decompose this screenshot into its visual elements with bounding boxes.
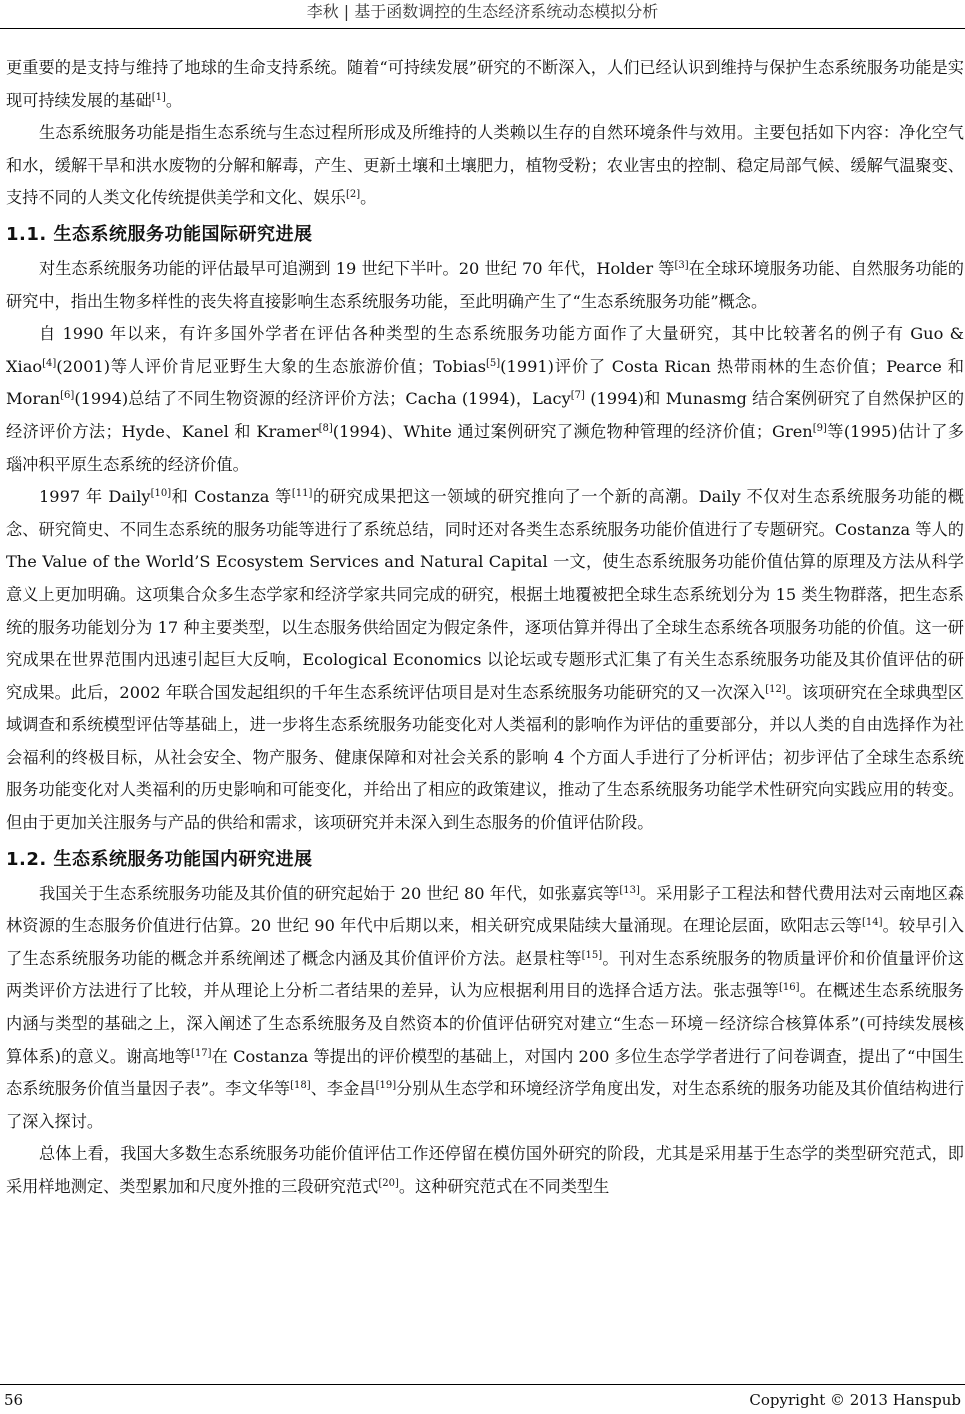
header-rule <box>0 28 965 29</box>
citation-ref: [18] <box>290 1080 311 1092</box>
paragraph: 总体上看，我国大多数生态系统服务功能价值评估工作还停留在模仿国外研究的阶段，尤其是采用基于生态学的类型研究范式，即采用样地测定、类型累加和尺度外推的三段研究范式[20]。这种研究范式在不同类型生 <box>6 1144 964 1196</box>
citation-ref: [15] <box>581 949 603 961</box>
paragraph: 对生态系统服务功能的评估最早可追溯到 19 世纪下半叶。20 世纪 70 年代，Holder 等[3]在全球环境服务功能、自然服务功能的研究中，指出生物多样性的丧失将直接影响生态系统服务功能，至此明确产生了“生态系统服务功能”概念。 <box>6 258 964 311</box>
citation-ref: [1] <box>151 91 166 103</box>
citation-ref: [12] <box>765 683 786 695</box>
paragraph: 我国关于生态系统服务功能及其价值的研究起始于 20 世纪 80 年代，如张嘉宾等[13]。采用影子工程法和替代费用法对云南地区森林资源的生态服务价值进行估算。20 世纪 90 年代中后期以来，相关研究成果陆续大量涌现。在理论层面，欧阳志云等[14]。较早引入了生态系统服务功能的概念并系统阐述了概念内涵及其价值评价方法。赵景柱等[15]。刊对生态系统服务的物质量评价和价值量评价这两类评价方法进行了比较，并从理论上分析二者结果的差异，认为应根据利用目的选择合适方法。张志强等[16]。在概述生态系统服务内涵与类型的基础之上，深入阐述了生态系统服务及自然资本的价值评估研究对建立“生态－环境－经济综合核算体系”(可持续发展核算体系)的意义。谢高地等[17]在 Costanza 等提出的评价模型的基础上，对国内 200 多位生态学学者进行了问卷调查，提出了“中国生态系统服务价值当量因子表”。李文华等[18]、李金昌[19]分别从生态学和环境经济学角度出发，对生态系统的服务功能及其价值结构进行了深入探讨。 <box>6 883 965 1131</box>
citation-ref: [4] <box>42 357 57 369</box>
paragraph: 1997 年 Daily[10]和 Costanza 等[11]的研究成果把这一领域的研究推向了一个新的高潮。Daily 不仅对生态系统服务功能的概念、研究简史、不同生态系统的服务功能等进行了系统总结，同时还对各类生态系统服务功能价值进行了专题研究。Costanza 等人的 The Value of the World’S Ecosystem Services and Natural Capital 一文，使生态系统服务功能价值估算的原理及方法从科学意义上更加明确。这项集合众多生态学家和经济学家共同完成的研究，根据土地覆被把全球生态系统划分为 15 类生物群落，把生态系统的服务功能划分为 17 种主要类型，以生态服务供给固定为假定条件，逐项估算并得出了全球生态系统各项服务功能的价值。这一研究成果在世界范围内迅速引起巨大反响，Ecological Economics 以论坛或专题形式汇集了有关生态系统服务功能及其价值评估的研究成果。此后，2002 年联合国发起组织的千年生态系统评估项目是对生态系统服务功能研究的又一次深入[12]。该项研究在全球典型区域调查和系统模型评估等基础上，进一步将生态系统服务功能变化对人类福利的影响作为评估的重要部分，并以人类的自由选择作为社会福利的终极目标，从社会安全、物产服务、健康保障和对社会关系的影响 4 个方面人手进行了分析评估；初步评估了全球生态系统服务功能变化对人类福利的历史影响和可能变化，并给出了相应的政策建议，推动了生态系统服务功能学术性研究向实践应用的转变。但由于更加关注服务与产品的供给和需求，该项研究并未深入到生态服务的价值评估阶段。 <box>6 487 965 833</box>
citation-ref: [8] <box>318 422 333 434</box>
citation-ref: [20] <box>378 1178 399 1189</box>
citation-ref: [11] <box>291 488 313 500</box>
section-heading: 1.2. 生态系统服务功能国内研究进展 <box>6 848 313 870</box>
citation-ref: [7] <box>570 390 585 402</box>
citation-ref: [17] <box>191 1047 212 1059</box>
citation-ref: [6] <box>60 390 75 402</box>
citation-ref: [16] <box>779 982 800 994</box>
citation-ref: [5] <box>486 357 501 369</box>
main-content <box>6 52 964 1204</box>
running-header: 李秋 | 基于函数调控的生态经济系统动态模拟分析 <box>306 2 659 21</box>
paragraph: 自 1990 年以来，有许多国外学者在评估各种类型的生态系统服务功能方面作了大量研究，其中比较著名的例子有 Guo & Xiao[4](2001)等人评价肯尼亚野生大象的生态旅游价值；Tobias[5](1991)评价了 Costa Rican 热带雨林的生态价值；Pearce 和 Moran[6](1994)总结了不同生物资源的经济评价方法；Cacha (1994)，Lacy[7] (1994)和 Munasmg 结合案例研究了自然保护区的经济评价方法；Hyde、Kanel 和 Kramer[8](1994)、White 通过案例研究了濒危物种管理的经济价值；Gren[9]等(1995)估计了多瑙冲积平原生态系统的经济价值。 <box>6 324 965 474</box>
citation-ref: [10] <box>150 488 172 500</box>
paragraph: 生态系统服务功能是指生态系统与生态过程所形成及所维持的人类赖以生存的自然环境条件与效用。主要包括如下内容：净化空气和水，缓解干旱和洪水废物的分解和解毒，产生、更新土壤和土壤肥力，植物受粉；农业害虫的控制、稳定局部气候、缓解气温聚变、支持不同的人类文化传统提供美学和文化、娱乐[2]。 <box>6 123 964 208</box>
citation-ref: [3] <box>674 259 689 271</box>
copyright-notice: Copyright © 2013 Hanspub <box>749 1391 961 1409</box>
citation-ref: [19] <box>375 1080 397 1092</box>
citation-ref: [2] <box>345 189 361 201</box>
paragraph: 更重要的是支持与维持了地球的生命支持系统。随着“可持续发展”研究的不断深入，人们已经认识到维持与保护生态系统服务功能是实现可持续发展的基础[1]。 <box>6 58 964 110</box>
section-heading: 1.1. 生态系统服务功能国际研究进展 <box>6 223 313 245</box>
citation-ref: [9] <box>812 422 827 434</box>
page-number: 56 <box>4 1391 24 1409</box>
citation-ref: [13] <box>619 884 640 896</box>
footer-rule <box>0 1384 965 1385</box>
citation-ref: [14] <box>861 917 883 929</box>
